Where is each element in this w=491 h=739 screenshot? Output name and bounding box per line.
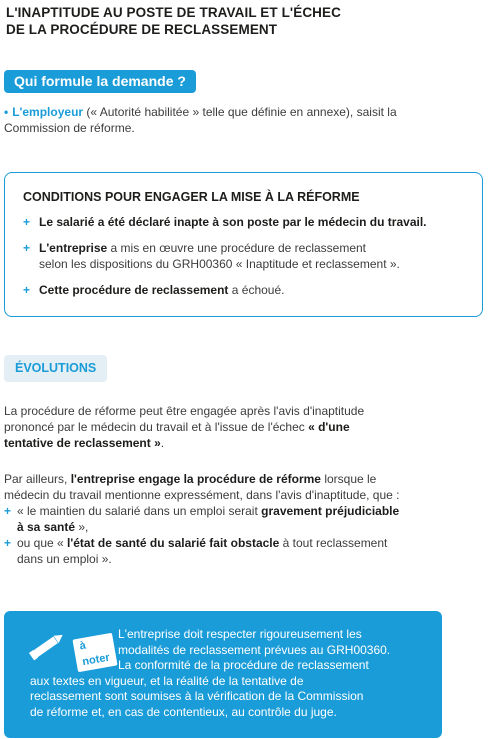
condition-2-text-1: a mis en œuvre une procédure de reclassement — [107, 241, 367, 255]
who-text-2: Commission de réforme. — [4, 121, 135, 135]
condition-item-1 — [23, 214, 470, 230]
note-line-2: modalités de reclassement prévues au GRH00360. — [118, 642, 391, 657]
note-box — [4, 611, 442, 738]
p2-text-b: lorsque le — [320, 472, 377, 486]
employer-label: L'employeur — [12, 105, 84, 119]
condition-3-text: a échoué. — [228, 283, 285, 297]
note-badge-label: à noter — [72, 633, 117, 672]
plus-icon: + — [4, 504, 12, 518]
p1-end: . — [160, 436, 165, 450]
p1-bold-1: « d'une — [308, 420, 350, 434]
plus-icon: + — [23, 283, 31, 297]
condition-item-3 — [23, 282, 470, 298]
li1-bold: gravement préjudiciable — [261, 504, 400, 518]
page-title-line-2: DE LA PROCÉDURE DE RECLASSEMENT — [6, 22, 278, 37]
page-title-line-1: L'INAPTITUDE AU POSTE DE TRAVAIL ET L'ÉCHEC — [6, 5, 341, 20]
li1-bold-2: à sa santé — [17, 520, 76, 534]
note-badge — [26, 625, 112, 668]
li2-text-c: dans un emploi ». — [17, 552, 112, 566]
note-line-3: La conformité de la procédure de reclassement — [118, 658, 369, 672]
conditions-heading: CONDITIONS POUR ENGAGER LA MISE À LA RÉFORME — [23, 190, 360, 204]
pencil-icon — [26, 625, 72, 665]
note-line-5: reclassement sont soumises à la vérification de la Commission — [30, 689, 364, 703]
p1-line-2: prononcé par le médecin du travail et à l'issue de l'échec — [4, 420, 309, 434]
condition-3-bold: Cette procédure de reclassement — [39, 283, 229, 297]
page-title — [6, 4, 476, 38]
li2-text-a: ou que « — [17, 536, 68, 550]
p1-bold-2: tentative de reclassement » — [4, 436, 161, 450]
li1-end: », — [75, 520, 89, 534]
who-heading: Qui formule la demande ? — [4, 70, 196, 93]
condition-1-text: Le salarié a été déclaré inapte à son poste par le médecin du travail. — [39, 215, 427, 229]
p2-text-a: Par ailleurs, — [4, 472, 71, 486]
p1-line-1: La procédure de réforme peut être engagée après l'avis d'inaptitude — [4, 404, 365, 418]
conditions-box — [4, 172, 483, 317]
p2-text-c: médecin du travail mentionne expressément, dans l'avis d'inaptitude, que : — [4, 488, 400, 502]
note-line-6: de réforme et, en cas de contentieux, au contrôle du juge. — [30, 704, 337, 719]
evolutions-paragraph-1 — [4, 403, 484, 451]
plus-icon: + — [23, 241, 31, 255]
plus-icon: + — [4, 536, 12, 550]
condition-2-text-2: selon les dispositions du GRH00360 « Inaptitude et reclassement ». — [39, 257, 400, 271]
note-line-4: aux textes en vigueur, et la réalité de la tentative de — [30, 673, 304, 688]
condition-2-bold: L'entreprise — [39, 241, 108, 255]
who-paragraph — [4, 104, 484, 136]
evolutions-paragraph-2 — [4, 471, 484, 567]
evolution-item-1 — [4, 503, 484, 535]
li1-text: « le maintien du salarié dans un emploi serait — [17, 504, 262, 518]
evolution-item-2 — [4, 535, 484, 567]
condition-item-2 — [23, 240, 470, 272]
li2-text-b: à tout reclassement — [279, 536, 388, 550]
bullet-icon: • — [4, 105, 9, 119]
li2-bold: l'état de santé du salarié fait obstacle — [67, 536, 280, 550]
note-line-1: L'entreprise doit respecter rigoureusement les — [118, 627, 362, 641]
plus-icon: + — [23, 215, 31, 229]
evolutions-heading: ÉVOLUTIONS — [4, 355, 107, 382]
who-text-1: (« Autorité habilitée » telle que définie en annexe), saisit la — [83, 105, 397, 119]
p2-bold: l'entreprise engage la procédure de réforme — [70, 472, 321, 486]
